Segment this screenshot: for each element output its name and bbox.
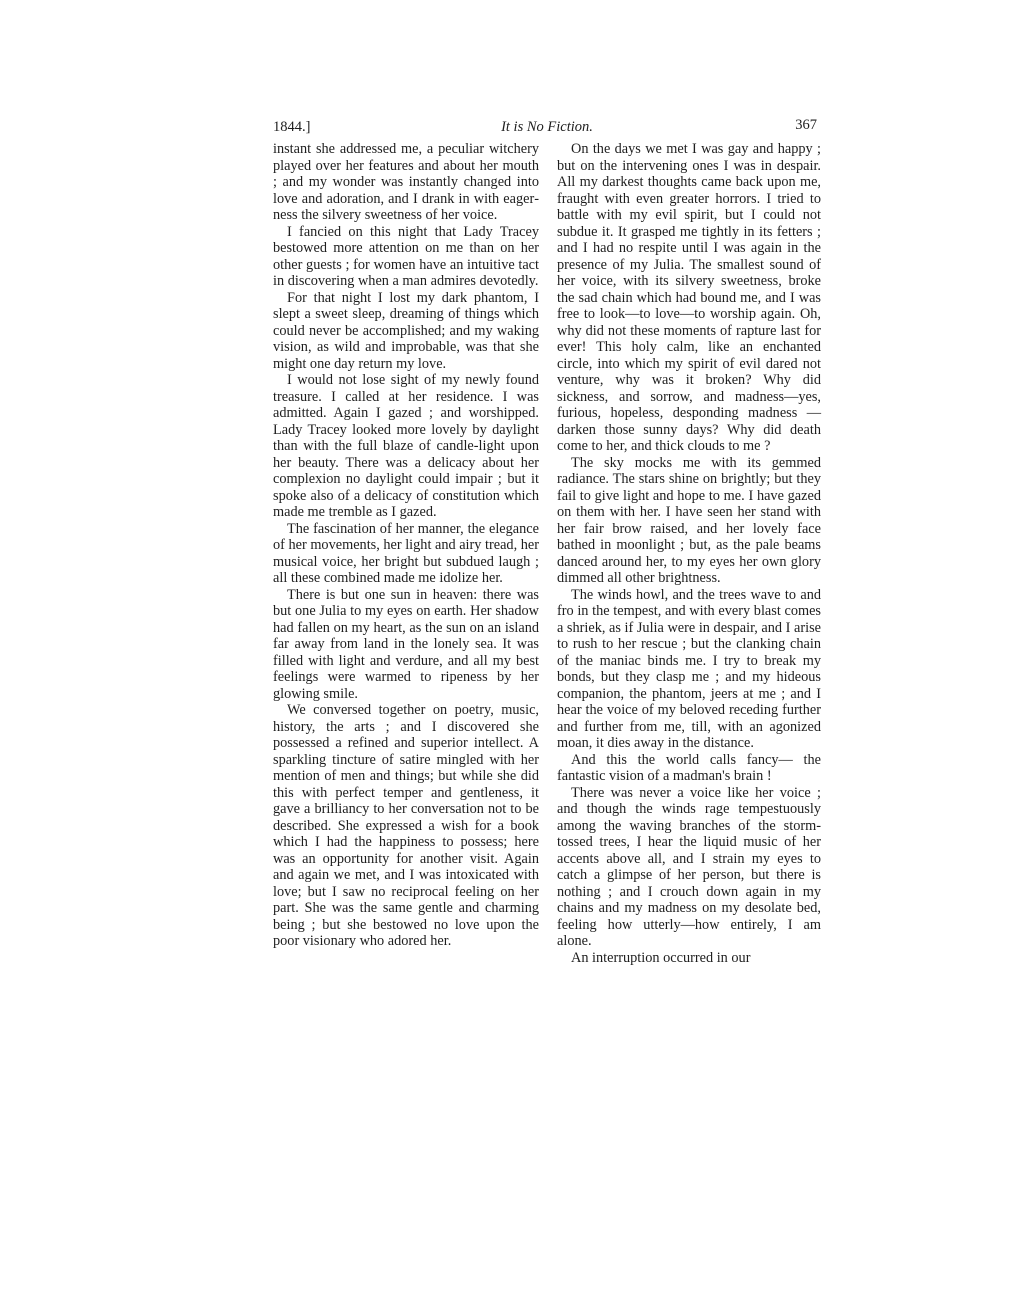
paragraph: The winds howl, and the trees wave to and fro in the tempest, and with every blast comes a shriek, as if Julia were in despair, and I arise to rush to her rescue ; but the clanking chain of the maniac binds me. I try to break my bonds, but they clasp me ; and my hideous companion, the phantom, jeers at me ; and I hear the voice of my beloved receding further and further from me, till, with an agonized moan, it dies away in the distance. [557, 586, 821, 751]
header-year: 1844.] [273, 119, 311, 135]
paragraph: For that night I lost my dark phantom, I slept a sweet sleep, dreaming of things which could never be accomplished; and my waking vision, as wild and improbable, was that she might one day return my love. [273, 289, 539, 372]
paragraph: I would not lose sight of my newly found treasure. I called at her residence. I was admitted. Again I gazed ; and worshipped. Lady Tracey looked more lovely by daylight than with the full blaze of candle-light upon her beauty. There was a delicacy about her complexion no daylight could impair ; but it spoke also of a delicacy of constitution which made me tremble as I gazed. [273, 372, 539, 520]
left-column [273, 141, 539, 950]
paragraph: I fancied on this night that Lady Tracey bestowed more attention on me than on her other guests ; for women have an intuitive tact in discovering when a man admires devotedly. [273, 223, 539, 289]
page-number: 367 [795, 117, 817, 133]
paragraph: The fascination of her manner, the elegance of her movements, her light and airy tread, her musical voice, her bright but subdued laugh ; all these combined made me idolize her. [273, 520, 539, 586]
page [273, 116, 821, 966]
paragraph: An interruption occurred in our [571, 949, 751, 966]
running-head [273, 116, 821, 138]
right-column [557, 141, 821, 966]
paragraph: The sky mocks me with its gemmed radiance. The stars shine on brightly; but they fail to give light and hope to me. I have gazed on them with her. I have seen her stand with her fair brow raised, and her lovely face bathed in moonlight ; but, as the pale beams danced around her, to my eyes her own glory dimmed all other brightness. [557, 454, 821, 586]
paragraph: There is but one sun in heaven: there was but one Julia to my eyes on earth. Her shadow had fallen on my heart, as the sun on an island far away from land in the lonely sea. It was filled with light and verdure, and all my best feelings were warmed to ripeness by her glowing smile. [273, 586, 539, 702]
paragraph: There was never a voice like her voice ; and though the winds rage tempestuously among the waving branches of the storm-tossed trees, I hear the liquid music of her accents above all, and I strain my eyes to catch a glimpse of her person, but there is nothing ; and I crouch down again in my chains and my madness on my desolate bed, feeling how utterly—how entirely, I am alone. [557, 784, 821, 949]
paragraph: We conversed together on poetry, music, history, the arts ; and I discovered she possessed a refined and superior intellect. A sparkling tincture of satire mingled with her mention of men and things; but while she did this with perfect temper and gentleness, it gave a brilliancy to her conversation not to be described. She expressed a wish for a book which I had the happiness to possess; here was an opportunity for another visit. Again and again we met, and I was intoxicated with love; but I saw no reciprocal feeling on her part. She was the same gentle and charming being ; but she bestowed no love upon the poor visionary who adored her. [273, 702, 539, 949]
paragraph: instant she addressed me, a peculiar witchery played over her features and about her mouth ; and my wonder was instantly changed into love and adoration, and I drank in with eagerness the silvery sweetness of her voice. [273, 141, 539, 223]
paragraph: On the days we met I was gay and happy ; but on the intervening ones I was in despair. All my darkest thoughts came back upon me, fraught with even greater horrors. I tried to battle with my evil spirit, but I could not subdue it. It grasped me tightly in its fetters ; and I had no respite until I was again in the presence of my Julia. The smallest sound of her voice, with its silvery sweetness, broke the sad chain which had bound me, and I was free to look—to love—to worship again. Oh, why did not these moments of rapture last for ever! This holy calm, like an enchanted circle, into which my spirit of evil dared not venture, why was it broken? Why did sickness, and sorrow, and madness—yes, furious, hopeless, desponding madness — darken those sunny days? Why did death come to her, and thick clouds to me ? [557, 141, 821, 454]
paragraph: And this the world calls fancy— the fantastic vision of a madman's brain ! [557, 751, 821, 784]
header-title: It is No Fiction. [501, 119, 593, 135]
